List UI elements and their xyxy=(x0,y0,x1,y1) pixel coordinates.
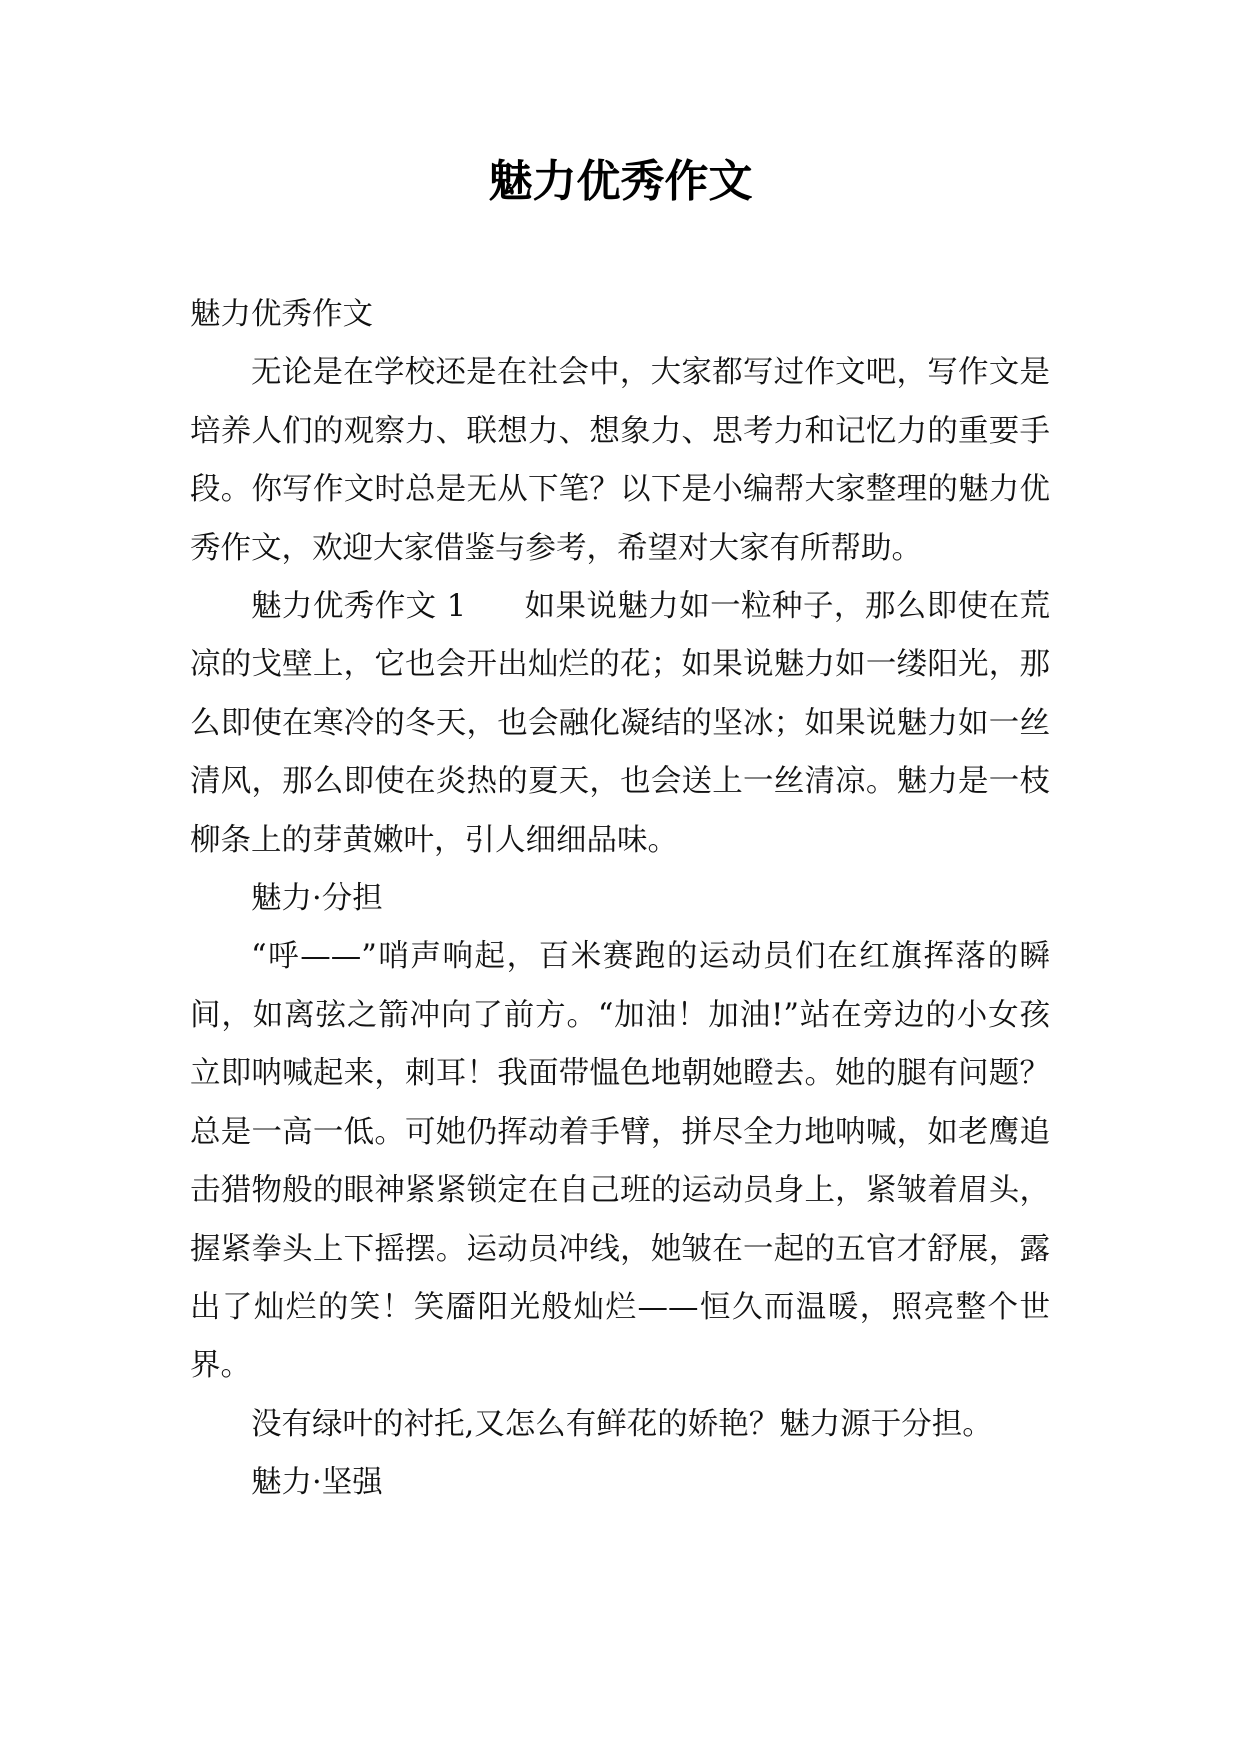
document-body xyxy=(190,286,1050,1513)
document-title: 魅力优秀作文 xyxy=(488,156,753,207)
essay1-text: 如果说魅力如一粒种子，那么即使在荒凉的戈壁上，它也会开出灿烂的花；如果说魅力如一缕阳光，那么即使在寒冷的冬天，也会融化凝结的坚冰；如果说魅力如一丝清风，那么即使在炎热的夏天，也会送上一丝清凉。魅力是一枝柳条上的芽黄嫩叶，引人细细品味。 xyxy=(190,589,1050,858)
section2-heading: 魅力·坚强 xyxy=(251,1465,383,1501)
intro-paragraph: 无论是在学校还是在社会中，大家都写过作文吧，写作文是培养人们的观察力、联想力、想象力、思考力和记忆力的重要手段。你写作文时总是无从下笔？以下是小编帮大家整理的魅力优秀作文，欢迎大家借鉴与参考，希望对大家有所帮助。 xyxy=(190,355,1050,566)
section1-conclusion: 没有绿叶的衬托,又怎么有鲜花的娇艳？魅力源于分担。 xyxy=(251,1406,993,1442)
essay1-label: 魅力优秀作文 1 xyxy=(251,589,467,625)
essay1-paragraph xyxy=(190,578,1050,870)
document-subtitle: 魅力优秀作文 xyxy=(190,297,373,332)
section1-paragraph: “呼——”哨声响起，百米赛跑的运动员们在红旗挥落的瞬间，如离弦之箭冲向了前方。“加油！加油!”站在旁边的小女孩立即呐喊起来，刺耳！我面带愠色地朝她瞪去。她的腿有问题？总是一高一低。可她仍挥动着手臂，拼尽全力地呐喊，如老鹰追击猎物般的眼神紧紧锁定在自己班的运动员身上，紧皱着眉头，握紧拳头上下摇摆。运动员冲线，她皱在一起的五官才舒展，露出了灿烂的笑！笑靥阳光般灿烂——恒久而温暖，照亮整个世界。 xyxy=(190,939,1050,1384)
section1-heading: 魅力·分担 xyxy=(251,881,383,917)
